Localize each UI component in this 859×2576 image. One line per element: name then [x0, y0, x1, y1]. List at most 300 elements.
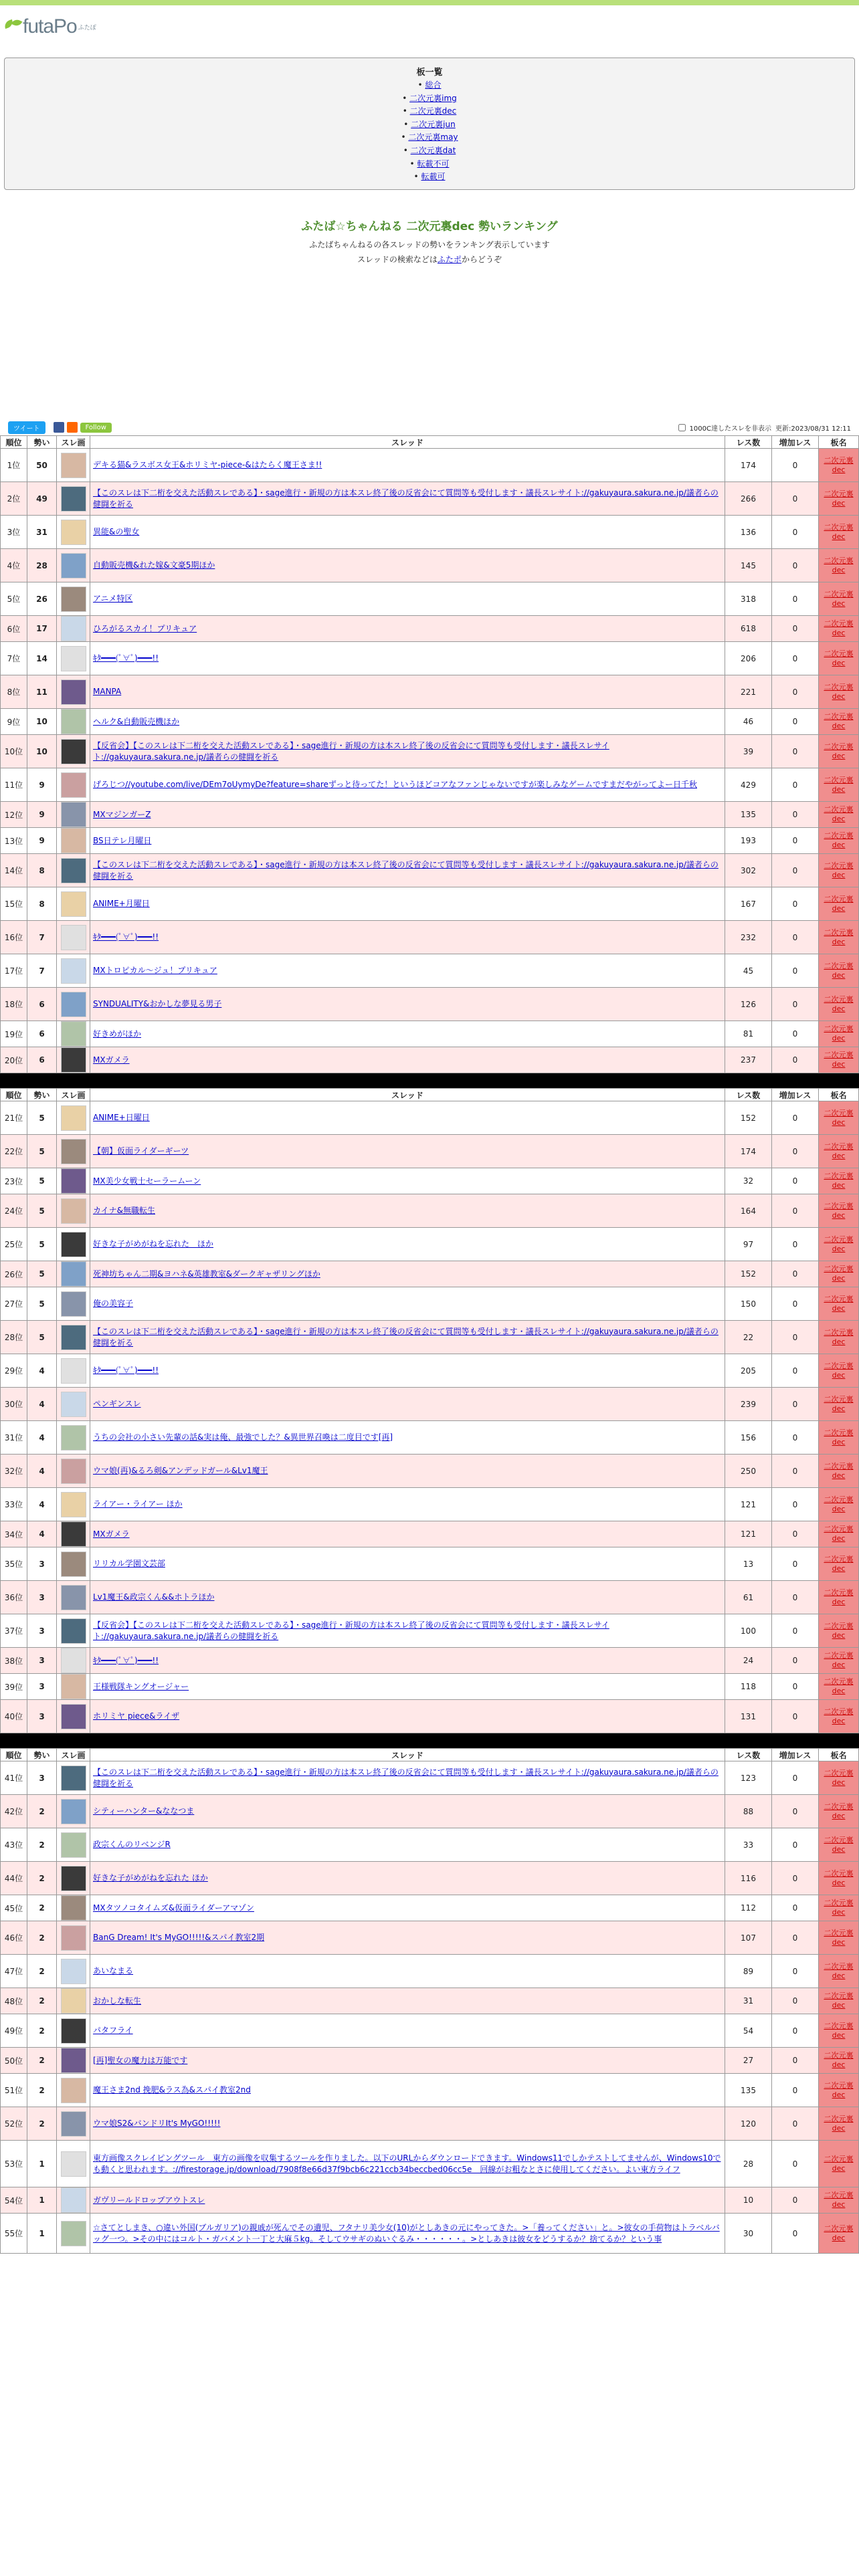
thread-link[interactable]: 好きな子がめがねを忘れた ほか [93, 1239, 214, 1249]
board-name-link[interactable]: 二次元裏dec [824, 1461, 854, 1480]
description-suffix: からどうぞ [461, 255, 502, 264]
ranking-table [0, 435, 859, 1073]
thread-thumbnail[interactable] [61, 802, 86, 827]
table-row [1, 2187, 859, 2214]
thread-link[interactable]: MXマジンガーZ [93, 809, 151, 819]
board-name-link[interactable]: 二次元裏dec [824, 805, 854, 823]
thread-thumbnail[interactable] [61, 1618, 86, 1644]
header-col-increase: 増加レス [772, 1089, 819, 1101]
board-name-link[interactable]: 二次元裏dec [824, 1172, 854, 1190]
thumbnail-cell [57, 988, 90, 1021]
thread-link[interactable]: 好きめがほか [93, 1029, 142, 1039]
res-count-cell: 107 [725, 1921, 772, 1955]
board-name-link[interactable]: 二次元裏dec [824, 522, 854, 541]
thumbnail-cell [57, 1895, 90, 1921]
thumbnail-cell [57, 1700, 90, 1733]
board-name-link[interactable]: 二次元裏dec [824, 1621, 854, 1640]
increase-cell: 0 [772, 1761, 819, 1795]
board-name-link[interactable]: 二次元裏dec [824, 1899, 854, 1917]
thread-thumbnail[interactable] [61, 1988, 86, 2014]
board-name-link[interactable]: 二次元裏dec [824, 2021, 854, 2040]
board-name-link[interactable]: 二次元裏dec [824, 1428, 854, 1446]
rank-cell: 30位 [1, 1388, 27, 1421]
thread-thumbnail[interactable] [61, 1866, 86, 1891]
board-cell [819, 449, 859, 482]
thumbnail-cell [57, 1388, 90, 1421]
ikioi-cell: 10 [27, 709, 57, 735]
thread-thumbnail[interactable] [61, 1261, 86, 1287]
board-name-link[interactable]: 二次元裏dec [824, 894, 854, 913]
thread-thumbnail[interactable] [61, 2018, 86, 2044]
thread-link[interactable]: BS日テレ月曜日 [93, 835, 152, 845]
thumbnail-cell [57, 1194, 90, 1228]
thumbnail-cell [57, 1955, 90, 1988]
board-name-link[interactable]: 二次元裏dec [824, 1802, 854, 1820]
thread-link[interactable]: ウマ娘(再)&るろ剣&アンデッドガール&Lv1魔王 [93, 1466, 268, 1475]
board-name-link[interactable]: 二次元裏dec [824, 1554, 854, 1573]
thread-link[interactable]: MXタツノコタイムズ&仮面ライダーアマゾン [93, 1903, 254, 1913]
thread-thumbnail[interactable] [61, 1799, 86, 1824]
board-list-item [5, 144, 854, 158]
thread-link[interactable]: シティーハンター&ななつま [93, 1806, 195, 1816]
thread-title-cell [90, 1488, 725, 1521]
increase-cell: 0 [772, 1021, 819, 1047]
thread-thumbnail[interactable] [61, 1648, 86, 1673]
thread-link[interactable]: MANPA [93, 687, 122, 696]
thread-link[interactable]: ☆さてとしまき、○違い外国(ブルガリア)の親戚が死んでその遺児、フタナリ美少女(10)がとしあきの元にやってきた。>「養ってください」と。>彼女の手荷物はトラベルバッグ一つ。>その中にはコルト・ガバメント一丁と大麻５kg。そしてウサギのぬいぐるみ・・・・・・。>としあきは彼女をどうするか？捨てるか？という事 [93, 2222, 720, 2244]
increase-cell: 0 [772, 1047, 819, 1073]
header-col-increase: 増加レス [772, 436, 819, 449]
thread-thumbnail[interactable] [61, 646, 86, 671]
res-count-cell: 88 [725, 1795, 772, 1828]
thread-link[interactable]: げろじつ//youtube.com/live/DEm7oUymyDe?feature=shareずっと待ってた！というほどコアなファンじゃないですが楽しみなゲームですまだやがってよー日千秋 [93, 780, 697, 789]
board-name-link[interactable]: 二次元裏dec [824, 589, 854, 608]
thread-link[interactable]: ひろがるスカイ！プリキュア [93, 623, 197, 633]
thumbnail-cell [57, 954, 90, 988]
thread-thumbnail[interactable] [61, 709, 86, 734]
board-link-may[interactable]: 二次元裏may [408, 132, 458, 142]
thread-link[interactable]: ヘルク&自動販売機ほか [93, 716, 180, 726]
thread-link[interactable]: ライアー・ライアー ほか [93, 1499, 183, 1509]
thread-link[interactable]: 【このスレは下二桁を交えた活動スレである】・sage進行・新規の方は本スレ終了後の反省会にて質問等も受付します・議長スレサイト://gakuyaura.sakura.ne.jp/議者らの健闘を祈る [93, 1326, 719, 1348]
board-cell [819, 1021, 859, 1047]
thread-thumbnail[interactable] [61, 1198, 86, 1224]
thread-thumbnail[interactable] [61, 2187, 86, 2213]
futapo-link[interactable]: ふたポ [437, 255, 462, 264]
ikioi-cell: 2 [27, 2107, 57, 2141]
thread-thumbnail[interactable] [61, 1291, 86, 1317]
rank-cell: 14位 [1, 854, 27, 887]
thread-link[interactable]: ｷﾀ━━━(ﾟ∀ﾟ)━━━!! [93, 1366, 159, 1375]
thumbnail-cell [57, 735, 90, 768]
board-name-link[interactable]: 二次元裏dec [824, 455, 854, 474]
board-name-link[interactable]: 二次元裏dec [824, 2224, 854, 2242]
thread-link[interactable]: パタフライ [93, 2026, 133, 2035]
thread-link[interactable]: MXガメラ [93, 1055, 130, 1065]
ikioi-cell: 2 [27, 1921, 57, 1955]
thread-link[interactable]: ホリミヤ piece&ライザ [93, 1711, 180, 1721]
header-col-res: レス数 [725, 1749, 772, 1761]
description-prefix: スレッドの検索などは [357, 255, 438, 264]
thread-thumbnail[interactable] [61, 828, 86, 853]
thumbnail-cell [57, 516, 90, 549]
board-name-link[interactable]: 二次元裏dec [824, 1142, 854, 1160]
thread-link[interactable]: 【このスレは下二桁を交えた活動スレである】・sage進行・新規の方は本スレ終了後の反省会にて質問等も受付します・議長スレサイト://gakuyaura.sakura.ne.jp/議者らの健闘を祈る [93, 488, 719, 509]
board-name-link[interactable]: 二次元裏dec [824, 1235, 854, 1253]
res-count-cell: 120 [725, 2107, 772, 2141]
board-name-link[interactable]: 二次元裏dec [824, 2154, 854, 2173]
thread-link[interactable]: ANIME+月曜日 [93, 899, 150, 908]
table-row [1, 616, 859, 642]
res-count-cell: 28 [725, 2141, 772, 2187]
board-name-link[interactable]: 二次元裏dec [824, 1525, 854, 1543]
thread-thumbnail[interactable] [61, 1832, 86, 1858]
thread-thumbnail[interactable] [61, 1168, 86, 1194]
increase-cell: 0 [772, 802, 819, 828]
board-name-link[interactable]: 二次元裏dec [824, 1361, 854, 1380]
thread-thumbnail[interactable] [61, 1925, 86, 1951]
increase-cell: 0 [772, 1674, 819, 1700]
board-name-link[interactable]: 二次元裏dec [824, 961, 854, 980]
rss-icon[interactable] [67, 422, 78, 433]
thread-thumbnail[interactable] [61, 1521, 86, 1547]
board-name-link[interactable]: 二次元裏dec [824, 1108, 854, 1127]
thread-thumbnail[interactable] [61, 2078, 86, 2103]
table-row [1, 921, 859, 954]
thread-thumbnail[interactable] [61, 520, 86, 545]
thumbnail-cell [57, 482, 90, 516]
board-cell [819, 709, 859, 735]
thread-thumbnail[interactable] [61, 1551, 86, 1577]
board-name-link[interactable]: 二次元裏dec [824, 2191, 854, 2209]
table-row [1, 1421, 859, 1455]
rank-cell: 52位 [1, 2107, 27, 2141]
thread-link[interactable]: 異能&の聖女 [93, 527, 140, 536]
board-link-jun[interactable]: 二次元裏jun [411, 119, 456, 129]
increase-cell: 0 [772, 887, 819, 921]
board-name-link[interactable]: 二次元裏dec [824, 928, 854, 946]
board-cell [819, 2074, 859, 2107]
board-name-link[interactable]: 二次元裏dec [824, 1992, 854, 2010]
board-link-copy[interactable]: 転載可 [421, 172, 446, 182]
thread-thumbnail[interactable] [61, 925, 86, 950]
ikioi-cell: 9 [27, 802, 57, 828]
thread-thumbnail[interactable] [61, 1765, 86, 1791]
thread-thumbnail[interactable] [61, 992, 86, 1017]
thread-link[interactable]: 【朝】仮面ライダーギーツ [93, 1146, 189, 1156]
res-count-cell: 13 [725, 1547, 772, 1581]
thread-title-cell [90, 1547, 725, 1581]
increase-cell: 0 [772, 1521, 819, 1547]
board-name-link[interactable]: 二次元裏dec [824, 742, 854, 760]
thread-thumbnail[interactable] [61, 486, 86, 512]
thumbnail-cell [57, 1488, 90, 1521]
board-name-link[interactable]: 二次元裏dec [824, 2114, 854, 2133]
table-row [1, 1674, 859, 1700]
thumbnail-cell [57, 1795, 90, 1828]
tweet-button[interactable]: ツイート [8, 421, 45, 434]
thread-thumbnail[interactable] [61, 1425, 86, 1451]
thread-title-cell [90, 1321, 725, 1354]
rank-cell: 50位 [1, 2048, 27, 2074]
board-cell [819, 1047, 859, 1073]
thread-link[interactable]: 東方画像スクレイピングツール 東方の画像を収集するツールを作りました。以下のURLからダウンロードできます。Windows11でしかテストしてませんが、Windows10でも動くと思われます。://firestorage.jp/download/7908f8e66d37f9bcb6c221ccb34beccbed06cc5e 回線がお粗なとさに使用してください。よい東方ライフ [93, 2153, 721, 2174]
board-name-link[interactable]: 二次元裏dec [824, 1327, 854, 1346]
thread-thumbnail[interactable] [61, 679, 86, 705]
thread-thumbnail[interactable] [61, 1959, 86, 1984]
res-count-cell: 39 [725, 735, 772, 768]
ikioi-cell: 5 [27, 1228, 57, 1261]
board-name-link[interactable]: 二次元裏dec [824, 619, 854, 637]
table-row [1, 1388, 859, 1421]
thread-thumbnail[interactable] [61, 1021, 86, 1047]
thread-link[interactable]: ガヴリールドロップアウトスレ [93, 2195, 205, 2205]
thread-title-cell [90, 1455, 725, 1488]
thumbnail-cell [57, 768, 90, 802]
thread-thumbnail[interactable] [61, 2048, 86, 2073]
res-count-cell: 302 [725, 854, 772, 887]
thread-thumbnail[interactable] [61, 1492, 86, 1517]
board-name-link[interactable]: 二次元裏dec [824, 2051, 854, 2069]
thread-thumbnail[interactable] [61, 1105, 86, 1131]
board-name-link[interactable]: 二次元裏dec [824, 556, 854, 574]
board-cell [819, 642, 859, 675]
thread-thumbnail[interactable] [61, 1139, 86, 1164]
board-cell [819, 1828, 859, 1862]
rank-cell: 9位 [1, 709, 27, 735]
board-name-link[interactable]: 二次元裏dec [824, 682, 854, 701]
facebook-icon[interactable] [54, 422, 64, 433]
board-name-link[interactable]: 二次元裏dec [824, 1868, 854, 1887]
thread-title-cell [90, 1388, 725, 1421]
ikioi-cell: 8 [27, 887, 57, 921]
ikioi-cell: 10 [27, 735, 57, 768]
board-name-link[interactable]: 二次元裏dec [824, 775, 854, 794]
thumbnail-cell [57, 2014, 90, 2048]
board-name-link[interactable]: 二次元裏dec [824, 1707, 854, 1725]
thread-link[interactable]: [再]聖女の魔力は万能です [93, 2055, 188, 2065]
thread-link[interactable]: MXガメラ [93, 1529, 130, 1539]
rank-cell: 5位 [1, 582, 27, 616]
hide-1000-checkbox[interactable] [678, 424, 686, 431]
table-header-row [1, 1089, 859, 1101]
board-name-link[interactable]: 二次元裏dec [824, 831, 854, 849]
thread-link[interactable]: 王様戦隊キングオージャー [93, 1681, 189, 1691]
res-count-cell: 232 [725, 921, 772, 954]
thread-link[interactable]: MX美少女戦士セーラームーン [93, 1176, 201, 1186]
board-link-dat[interactable]: 二次元裏dat [410, 145, 456, 155]
rank-cell: 1位 [1, 449, 27, 482]
increase-cell: 0 [772, 675, 819, 709]
board-name-link[interactable]: 二次元裏dec [824, 1961, 854, 1980]
board-name-link[interactable]: 二次元裏dec [824, 1677, 854, 1695]
rank-cell: 3位 [1, 516, 27, 549]
ikioi-cell: 2 [27, 1955, 57, 1988]
thread-link[interactable]: 好きな子がめがねを忘れた ほか [93, 1873, 208, 1883]
rank-cell: 15位 [1, 887, 27, 921]
thread-link[interactable]: アニメ特区 [93, 594, 133, 603]
thread-thumbnail[interactable] [61, 2221, 86, 2246]
increase-cell: 0 [772, 1921, 819, 1955]
thread-thumbnail[interactable] [61, 453, 86, 478]
thread-link[interactable]: あいなまる [93, 1966, 134, 1975]
follow-button[interactable]: Follow [80, 423, 112, 433]
board-name-link[interactable]: 二次元裏dec [824, 1265, 854, 1283]
thread-link[interactable]: デキる猫&ラスボス女王&ホリミヤ-piece-&はたらく魔王さま!! [93, 460, 322, 469]
board-name-link[interactable]: 二次元裏dec [824, 861, 854, 879]
board-cell [819, 887, 859, 921]
rank-cell: 24位 [1, 1194, 27, 1228]
board-name-link[interactable]: 二次元裏dec [824, 1294, 854, 1313]
rank-cell: 42位 [1, 1795, 27, 1828]
thread-link[interactable]: 魔王さま2nd 挽肥&ラス為&スパイ教室2nd [93, 2085, 251, 2095]
header-col-board: 板名 [819, 1749, 859, 1761]
thread-link[interactable]: 俺の美容子 [93, 1299, 134, 1308]
thread-title-cell [90, 1614, 725, 1648]
thread-link[interactable]: ANIME+日曜日 [93, 1113, 150, 1122]
thread-thumbnail[interactable] [61, 1358, 86, 1384]
thread-title-cell [90, 482, 725, 516]
increase-cell: 0 [772, 1795, 819, 1828]
thread-link[interactable]: ｷﾀ━━━(ﾟ∀ﾟ)━━━!! [93, 932, 159, 942]
board-name-link[interactable]: 二次元裏dec [824, 1768, 854, 1787]
thread-link[interactable]: 政宗くんのリベンジR [93, 1840, 171, 1849]
thread-thumbnail[interactable] [61, 1674, 86, 1699]
filter-area [678, 423, 851, 433]
thumbnail-cell [57, 2074, 90, 2107]
thread-thumbnail[interactable] [61, 1459, 86, 1484]
thread-thumbnail[interactable] [61, 1895, 86, 1921]
table-row [1, 2014, 859, 2048]
thread-thumbnail[interactable] [61, 1325, 86, 1350]
thread-thumbnail[interactable] [61, 772, 86, 798]
increase-cell: 0 [772, 2048, 819, 2074]
thread-link[interactable]: 【反省会】【このスレは下二桁を交えた活動スレである】・sage進行・新規の方は本スレ終了後の反省会にて質問等も受付します・議長スレサイト://gakuyaura.sakura.ne.jp/議者らの健闘を祈る [93, 740, 609, 762]
thread-thumbnail[interactable] [61, 586, 86, 612]
thread-title-cell [90, 1895, 725, 1921]
ikioi-cell: 2 [27, 2074, 57, 2107]
thumbnail-cell [57, 1047, 90, 1073]
board-name-link[interactable]: 二次元裏dec [824, 712, 854, 730]
thread-thumbnail[interactable] [61, 616, 86, 641]
thread-link[interactable]: ペンギンスレ [93, 1399, 141, 1408]
thread-link[interactable]: カイナ&無職転生 [93, 1206, 155, 1215]
thread-thumbnail[interactable] [61, 2151, 86, 2177]
thread-title-cell [90, 1047, 725, 1073]
board-name-link[interactable]: 二次元裏dec [824, 1394, 854, 1413]
thread-thumbnail[interactable] [61, 1585, 86, 1610]
board-name-link[interactable]: 二次元裏dec [824, 1051, 854, 1069]
site-logo[interactable] [0, 5, 859, 48]
increase-cell: 0 [772, 1547, 819, 1581]
ikioi-cell: 17 [27, 616, 57, 642]
thumbnail-cell [57, 1862, 90, 1895]
board-name-link[interactable]: 二次元裏dec [824, 1201, 854, 1220]
thread-link[interactable]: Lv1魔王&政宗くん&&ホトラほか [93, 1592, 215, 1602]
res-count-cell: 116 [725, 1862, 772, 1895]
thread-title-cell [90, 1421, 725, 1455]
ikioi-cell: 4 [27, 1488, 57, 1521]
thread-thumbnail[interactable] [61, 2111, 86, 2137]
description-line-1: ふたばちゃんねるの各スレッドの勢いをランキング表示しています [309, 240, 550, 249]
thread-thumbnail[interactable] [61, 1704, 86, 1729]
board-cell [819, 1614, 859, 1648]
rank-cell: 53位 [1, 2141, 27, 2187]
rank-cell: 31位 [1, 1421, 27, 1455]
board-name-link[interactable]: 二次元裏dec [824, 649, 854, 667]
thread-link[interactable]: うちの会社の小さい先輩の話&実は俺、最強でした？&異世界召喚は二度目です[再] [93, 1432, 393, 1442]
board-link-dec[interactable]: 二次元裏dec [409, 106, 457, 116]
board-link-img[interactable]: 二次元裏img [409, 93, 457, 103]
ikioi-cell: 3 [27, 1700, 57, 1733]
board-cell [819, 675, 859, 709]
board-name-link[interactable]: 二次元裏dec [824, 2080, 854, 2099]
thread-link[interactable]: 【このスレは下二桁を交えた活動スレである】・sage進行・新規の方は本スレ終了後の反省会にて質問等も受付します・議長スレサイト://gakuyaura.sakura.ne.jp/議者らの健闘を祈る [93, 1767, 719, 1788]
board-cell [819, 1795, 859, 1828]
board-name-link[interactable]: 二次元裏dec [824, 1651, 854, 1669]
thread-link[interactable]: SYNDUALITY&おかしな夢見る男子 [93, 999, 222, 1008]
board-name-link[interactable]: 二次元裏dec [824, 994, 854, 1013]
thread-link[interactable]: 【このスレは下二桁を交えた活動スレである】・sage進行・新規の方は本スレ終了後の反省会にて質問等も受付します・議長スレサイト://gakuyaura.sakura.ne.jp/議者らの健闘を祈る [93, 859, 719, 881]
thread-thumbnail[interactable] [61, 858, 86, 883]
thread-link[interactable]: 自動販売機&れた嫁&文豪5期ほか [93, 560, 215, 570]
thread-title-cell [90, 854, 725, 887]
board-name-link[interactable]: 二次元裏dec [824, 489, 854, 508]
res-count-cell: 318 [725, 582, 772, 616]
thread-link[interactable]: 【反省会】【このスレは下二桁を交えた活動スレである】・sage進行・新規の方は本スレ終了後の反省会にて質問等も受付します・議長スレサイト://gakuyaura.sakura.ne.jp/議者らの健闘を祈る [93, 1620, 609, 1641]
thread-link[interactable]: リリカル学園文芸部 [93, 1559, 165, 1568]
board-name-link[interactable]: 二次元裏dec [824, 1025, 854, 1043]
table-row [1, 642, 859, 675]
table-row [1, 1761, 859, 1795]
board-link-nocopy[interactable]: 転載不可 [417, 158, 450, 169]
board-link-sougou[interactable]: 総合 [425, 80, 442, 90]
thread-link[interactable]: ｷﾀ━━━(ﾟ∀ﾟ)━━━!! [93, 1655, 159, 1665]
rank-cell: 21位 [1, 1101, 27, 1135]
thread-thumbnail[interactable] [61, 891, 86, 917]
board-name-link[interactable]: 二次元裏dec [824, 1928, 854, 1947]
increase-cell: 0 [772, 1321, 819, 1354]
increase-cell: 0 [772, 1168, 819, 1194]
res-count-cell: 145 [725, 549, 772, 582]
board-list-item [5, 92, 854, 106]
thread-thumbnail[interactable] [61, 1232, 86, 1257]
ikioi-cell: 5 [27, 1321, 57, 1354]
board-name-link[interactable]: 二次元裏dec [824, 1835, 854, 1854]
thread-thumbnail[interactable] [61, 739, 86, 764]
board-name-link[interactable]: 二次元裏dec [824, 1588, 854, 1606]
thread-thumbnail[interactable] [61, 1047, 86, 1073]
thumbnail-cell [57, 802, 90, 828]
res-count-cell: 131 [725, 1700, 772, 1733]
thread-thumbnail[interactable] [61, 553, 86, 578]
table-row [1, 828, 859, 854]
thread-link[interactable]: 死神坊ちゃん二期&ヨハネ&英雄教室&ダークギャザリングほか [93, 1269, 320, 1279]
thread-link[interactable]: BanG Dream! It's MyGO!!!!!&スパイ教室2期 [93, 1933, 265, 1942]
rank-cell: 28位 [1, 1321, 27, 1354]
thread-link[interactable]: ウマ娘S2&バンドリIt's MyGO!!!!! [93, 2119, 221, 2128]
res-count-cell: 174 [725, 449, 772, 482]
thread-thumbnail[interactable] [61, 958, 86, 984]
thread-title-cell [90, 1862, 725, 1895]
thread-thumbnail[interactable] [61, 1392, 86, 1417]
thread-link[interactable]: MXトロピカル〜ジュ！プリキュア [93, 966, 217, 975]
board-cell [819, 1862, 859, 1895]
thread-link[interactable]: おかしな転生 [93, 1996, 142, 2006]
board-name-link[interactable]: 二次元裏dec [824, 1495, 854, 1513]
thumbnail-cell [57, 1455, 90, 1488]
thread-link[interactable]: ｷﾀ━━━(ﾟ∀ﾟ)━━━!! [93, 653, 159, 663]
